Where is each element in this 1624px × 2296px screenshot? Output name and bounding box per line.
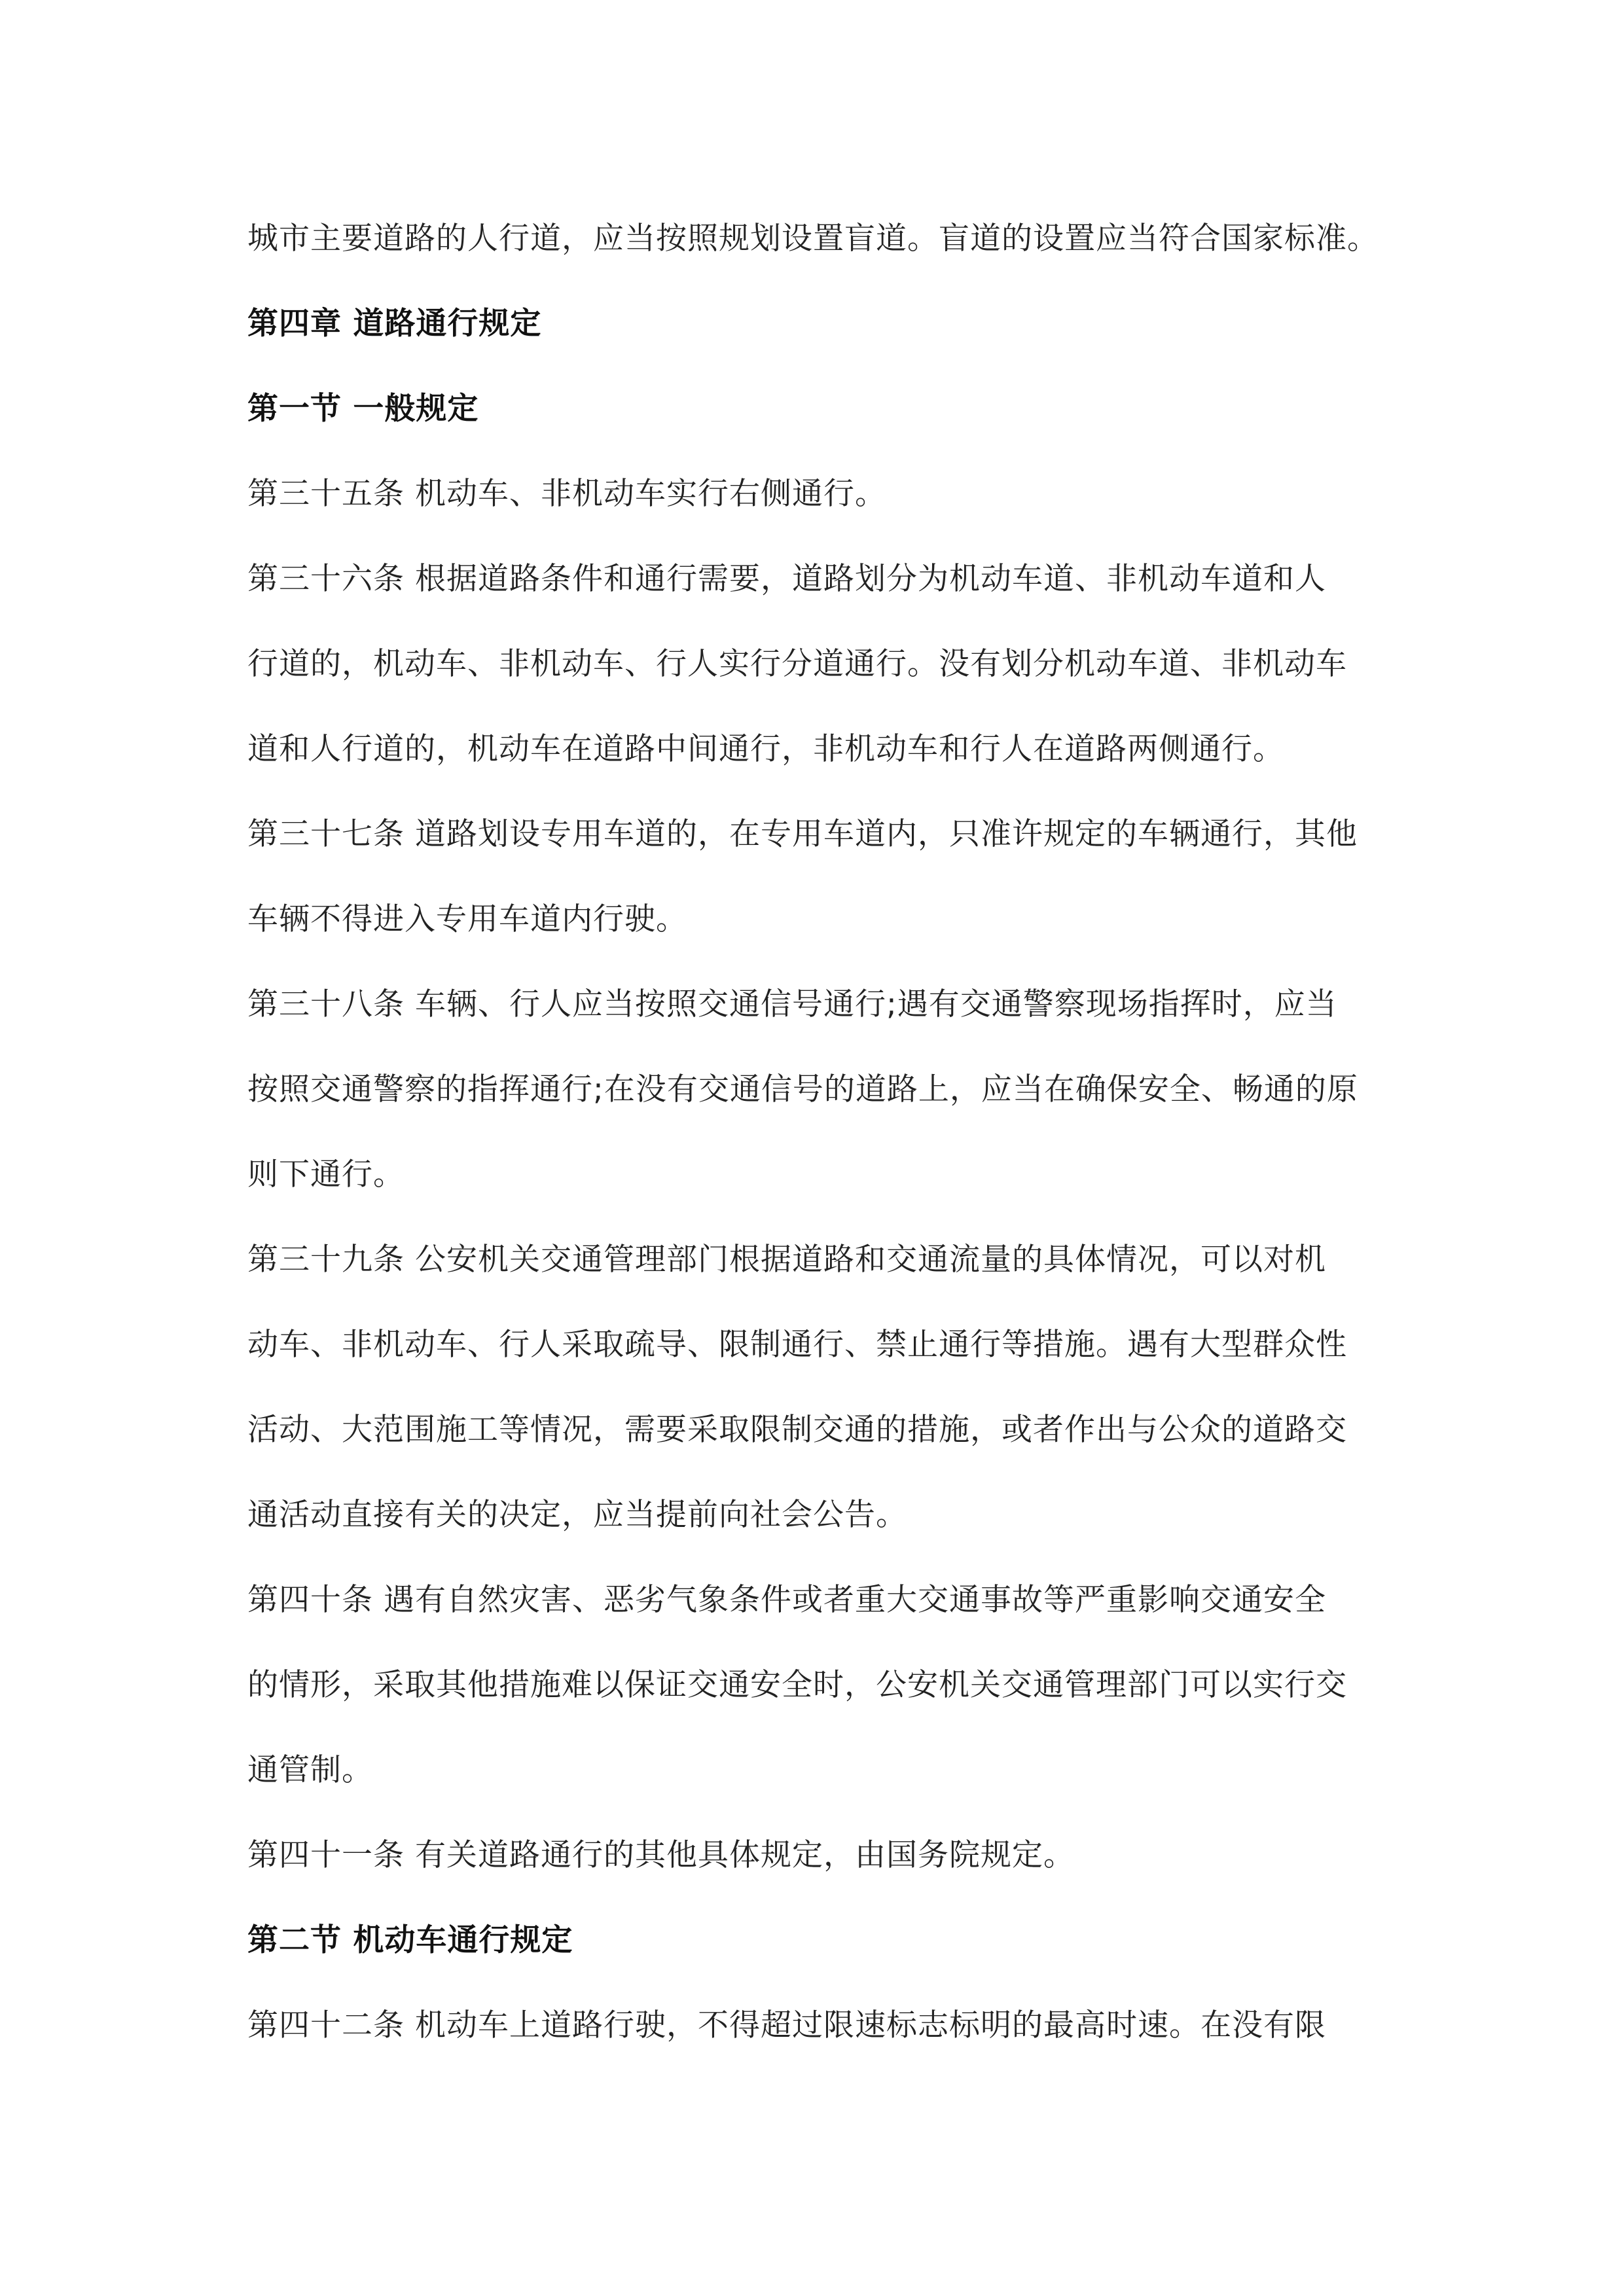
- article-text: 第四十二条 机动车上道路行驶，不得超过限速标志标明的最高时速。在没有限: [247, 2007, 1326, 2043]
- text-line: 城市主要道路的人行道，应当按照规划设置盲道。盲道的设置应当符合国家标准。: [247, 221, 1379, 257]
- article-text: 第三十七条 道路划设专用车道的，在专用车道内，只准许规定的车辆通行，其他: [247, 816, 1358, 852]
- article-text: 按照交通警察的指挥通行;在没有交通信号的道路上，应当在确保安全、畅通的原: [247, 1071, 1358, 1107]
- section-heading: 第一节 一般规定: [247, 391, 479, 427]
- section-heading: 第二节 机动车通行规定: [247, 1922, 573, 1958]
- article-text: 第三十六条 根据道路条件和通行需要，道路划分为机动车道、非机动车道和人: [247, 561, 1326, 597]
- article-text: 道和人行道的，机动车在道路中间通行，非机动车和行人在道路两侧通行。: [247, 731, 1284, 767]
- article-text: 则下通行。: [247, 1157, 405, 1193]
- article-text: 第三十九条 公安机关交通管理部门根据道路和交通流量的具体情况，可以对机: [247, 1242, 1326, 1278]
- article-text: 第四十一条 有关道路通行的其他具体规定，由国务院规定。: [247, 1837, 1075, 1873]
- article-text: 车辆不得进入专用车道内行驶。: [247, 901, 687, 937]
- article-text: 的情形，采取其他措施难以保证交通安全时，公安机关交通管理部门可以实行交: [247, 1667, 1347, 1703]
- article-text: 第三十五条 机动车、非机动车实行右侧通行。: [247, 476, 886, 512]
- article-text: 通管制。: [247, 1752, 373, 1788]
- article-text: 活动、大范围施工等情况，需要采取限制交通的措施，或者作出与公众的道路交: [247, 1412, 1347, 1448]
- article-text: 通活动直接有关的决定，应当提前向社会公告。: [247, 1497, 907, 1533]
- article-text: 动车、非机动车、行人采取疏导、限制通行、禁止通行等措施。遇有大型群众性: [247, 1327, 1347, 1363]
- article-text: 第三十八条 车辆、行人应当按照交通信号通行;遇有交通警察现场指挥时，应当: [247, 986, 1337, 1022]
- chapter-heading: 第四章 道路通行规定: [247, 306, 542, 342]
- article-text: 行道的，机动车、非机动车、行人实行分道通行。没有划分机动车道、非机动车: [247, 646, 1347, 682]
- article-text: 第四十条 遇有自然灾害、恶劣气象条件或者重大交通事故等严重影响交通安全: [247, 1582, 1326, 1618]
